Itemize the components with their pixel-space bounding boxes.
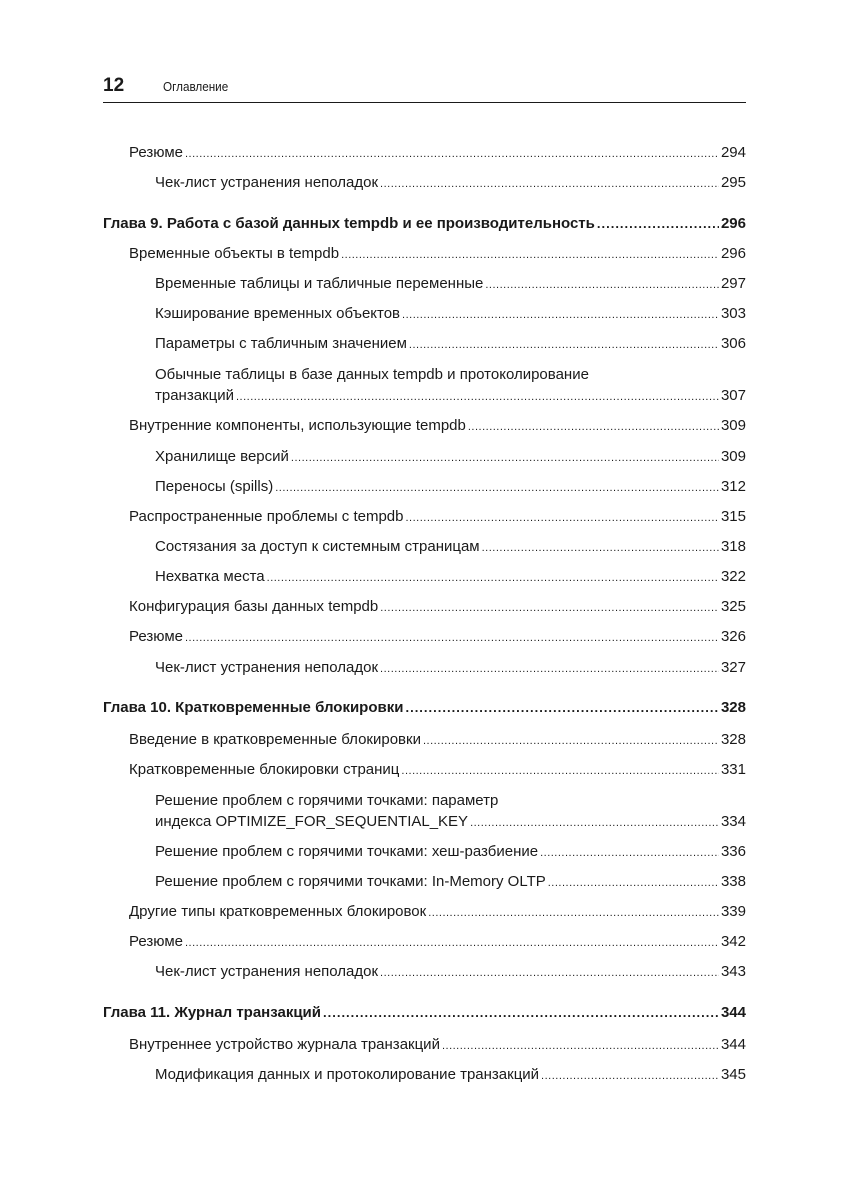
toc-entry-title: Кэширование временных объектов xyxy=(155,305,401,322)
toc-entry-title: индекса OPTIMIZE_FOR_SEQUENTIAL_KEY xyxy=(155,813,469,830)
dot-leader xyxy=(428,903,719,924)
toc-entry[interactable] xyxy=(129,901,746,924)
toc-entry-page: 326 xyxy=(720,628,746,645)
toc-entry[interactable] xyxy=(129,415,746,438)
toc-entry-title: Глава 11. Журнал транзакций xyxy=(103,1004,321,1021)
dot-leader xyxy=(442,1036,719,1057)
toc-entry-title: Решение проблем с горячими точками: In-Memory OLTP xyxy=(155,873,546,890)
toc-entry-title: Внутреннее устройство журнала транзакций xyxy=(129,1036,440,1053)
dot-leader xyxy=(380,598,719,619)
toc-entry-page: 342 xyxy=(720,933,746,950)
dot-leader xyxy=(401,761,719,782)
toc-entry[interactable] xyxy=(129,626,746,649)
dot-leader xyxy=(468,417,719,438)
toc-entry-title: Временные таблицы и табличные переменные xyxy=(155,275,484,292)
dot-leader xyxy=(405,697,719,718)
toc-entry-title-line1[interactable]: Решение проблем с горячими точками: параметр xyxy=(155,792,499,809)
dot-leader xyxy=(185,628,719,649)
dot-leader xyxy=(423,731,719,752)
toc-entry-page: 307 xyxy=(720,387,746,404)
toc-entry-title: Модификация данных и протоколирование транзакций xyxy=(155,1066,540,1083)
toc-entry[interactable] xyxy=(155,476,746,499)
dot-leader xyxy=(380,963,719,984)
toc-entry-title: Распространенные проблемы с tempdb xyxy=(129,508,404,525)
toc-entry-page: 303 xyxy=(720,305,746,322)
dot-leader xyxy=(540,843,719,864)
toc-entry[interactable] xyxy=(155,566,746,589)
toc-entry[interactable] xyxy=(129,729,746,752)
toc-entry[interactable] xyxy=(155,385,746,408)
toc-entry-title: Глава 9. Работа с базой данных tempdb и ее производительность xyxy=(103,215,595,232)
toc-entry[interactable] xyxy=(155,961,746,984)
toc-entry-page: 312 xyxy=(720,478,746,495)
toc-entry[interactable] xyxy=(155,536,746,559)
toc-entry-page: 344 xyxy=(720,1004,746,1021)
toc-entry[interactable] xyxy=(129,759,746,782)
toc-chapter-entry[interactable] xyxy=(103,697,746,718)
toc-entry-title: Другие типы кратковременных блокировок xyxy=(129,903,427,920)
toc-entry-page: 331 xyxy=(720,761,746,778)
toc-entry[interactable] xyxy=(129,931,746,954)
toc-entry-page: 306 xyxy=(720,335,746,352)
toc-entry[interactable] xyxy=(155,657,746,680)
dot-leader xyxy=(267,568,719,589)
toc-entry-title: Введение в кратковременные блокировки xyxy=(129,731,421,748)
toc-entry[interactable] xyxy=(155,273,746,296)
toc-entry-page: 325 xyxy=(720,598,746,615)
toc-entry-title: Состязания за доступ к системным страницам xyxy=(155,538,480,555)
dot-leader xyxy=(405,508,718,529)
dot-leader xyxy=(185,933,719,954)
toc-entry-title: Резюме xyxy=(129,933,183,950)
toc-entry-page: 339 xyxy=(720,903,746,920)
toc-entry-page: 294 xyxy=(720,144,746,161)
toc-entry-title: Резюме xyxy=(129,144,183,161)
toc-entry-page: 295 xyxy=(720,174,746,191)
toc-entry[interactable] xyxy=(155,446,746,469)
toc-entry-title: Хранилище версий xyxy=(155,448,289,465)
toc-entry[interactable] xyxy=(129,596,746,619)
dot-leader xyxy=(548,873,719,894)
toc-entry-page: 328 xyxy=(720,731,746,748)
toc-entry-page: 297 xyxy=(720,275,746,292)
toc-entry-page: 344 xyxy=(720,1036,746,1053)
toc-entry-title: Внутренние компоненты, использующие tempdb xyxy=(129,417,466,434)
toc-entry-title: Переносы (spills) xyxy=(155,478,274,495)
toc-entry[interactable] xyxy=(155,333,746,356)
toc-entry-title: Чек-лист устранения неполадок xyxy=(155,963,379,980)
toc-entry-page: 309 xyxy=(720,448,746,465)
toc-entry-page: 338 xyxy=(720,873,746,890)
toc-chapter-entry[interactable] xyxy=(103,1002,746,1023)
toc-entry[interactable] xyxy=(155,1064,746,1087)
toc-entry-title: Резюме xyxy=(129,628,183,645)
toc-entry-title: Кратковременные блокировки страниц xyxy=(129,761,400,778)
toc-entry-title-line1[interactable]: Обычные таблицы в базе данных tempdb и протоколирование xyxy=(155,366,589,383)
toc-entry-page: 327 xyxy=(720,659,746,676)
toc-entry-page: 322 xyxy=(720,568,746,585)
dot-leader xyxy=(236,387,719,408)
dot-leader xyxy=(380,659,719,680)
toc-entry-title: транзакций xyxy=(155,387,234,404)
dot-leader xyxy=(380,174,719,195)
toc-entry-page: 318 xyxy=(720,538,746,555)
toc-entry[interactable] xyxy=(129,506,746,529)
toc-entry[interactable] xyxy=(155,303,746,326)
dot-leader xyxy=(470,813,719,834)
dot-leader xyxy=(402,305,719,326)
dot-leader xyxy=(541,1066,719,1087)
running-title: Оглавление xyxy=(163,79,229,94)
toc-entry-page: 309 xyxy=(720,417,746,434)
toc-entry-title: Параметры с табличным значением xyxy=(155,335,407,352)
toc-entry-title: Решение проблем с горячими точками: хеш-разбиение xyxy=(155,843,539,860)
dot-leader xyxy=(275,478,719,499)
toc-entry[interactable] xyxy=(155,841,746,864)
toc-entry-page: 296 xyxy=(720,245,746,262)
toc-entry[interactable] xyxy=(155,811,746,834)
toc-entry[interactable] xyxy=(155,172,746,195)
toc-entry-page: 315 xyxy=(720,508,746,525)
dot-leader xyxy=(185,144,719,165)
dot-leader xyxy=(482,538,719,559)
dot-leader xyxy=(291,448,719,469)
dot-leader xyxy=(341,245,719,266)
toc-entry-page: 296 xyxy=(720,215,746,232)
dot-leader xyxy=(323,1002,719,1023)
toc-entry[interactable] xyxy=(155,871,746,894)
toc-entry-title: Конфигурация базы данных tempdb xyxy=(129,598,379,615)
dot-leader xyxy=(409,335,719,356)
toc-entry-title: Глава 10. Кратковременные блокировки xyxy=(103,699,404,716)
toc-chapter-entry[interactable] xyxy=(103,213,746,234)
toc-entry[interactable] xyxy=(129,1034,746,1057)
dot-leader xyxy=(485,275,719,296)
toc-entry-title: Чек-лист устранения неполадок xyxy=(155,659,379,676)
page-number: 12 xyxy=(103,75,125,96)
dot-leader xyxy=(597,213,719,234)
toc-entry-title: Чек-лист устранения неполадок xyxy=(155,174,379,191)
toc-entry-page: 343 xyxy=(720,963,746,980)
toc-entry[interactable] xyxy=(129,142,746,165)
toc-entry-title: Временные объекты в tempdb xyxy=(129,245,340,262)
toc-entry-page: 334 xyxy=(720,813,746,830)
toc-entry-page: 336 xyxy=(720,843,746,860)
toc-entry-page: 345 xyxy=(720,1066,746,1083)
toc-entry-title: Нехватка места xyxy=(155,568,265,585)
toc-entry-page: 328 xyxy=(720,699,746,716)
toc-entry[interactable] xyxy=(129,243,746,266)
